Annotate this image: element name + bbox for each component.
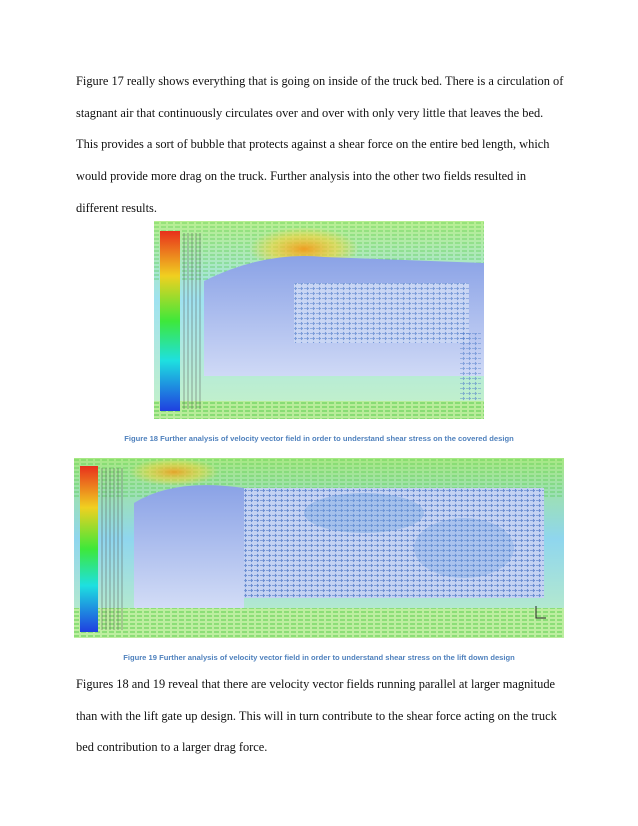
figure-19-image: [74, 458, 564, 638]
figure-18-image: [154, 221, 484, 419]
figure-18-velocity-field: [154, 221, 484, 419]
conclusion-paragraph: Figures 18 and 19 reveal that there are velocity vector fields running parallel at larger magnitude than with the lift gate up design. This will in turn contribute to the shear force acting on the truck bed contribution to a larger drag force.: [76, 677, 557, 755]
colorbar: [80, 466, 98, 632]
figure-18-caption: Figure 18 Further analysis of velocity vector field in order to understand shear stress on the covered design: [124, 434, 514, 443]
intro-paragraph: Figure 17 really shows everything that is going on inside of the truck bed. There is a circulation of stagnant air that continuously circulates over and over with only very little that leaves the bed. This provides a sort of bubble that protects against a shear force on the entire bed length, which would provide more drag on the truck. Further analysis into the other two fields resulted in different results.: [76, 74, 564, 215]
figure-19-caption: Figure 19 Further analysis of velocity vector field in order to understand shear stress on the lift down design: [123, 653, 515, 662]
figure-19-velocity-field: [74, 458, 564, 638]
colorbar: [160, 231, 180, 411]
